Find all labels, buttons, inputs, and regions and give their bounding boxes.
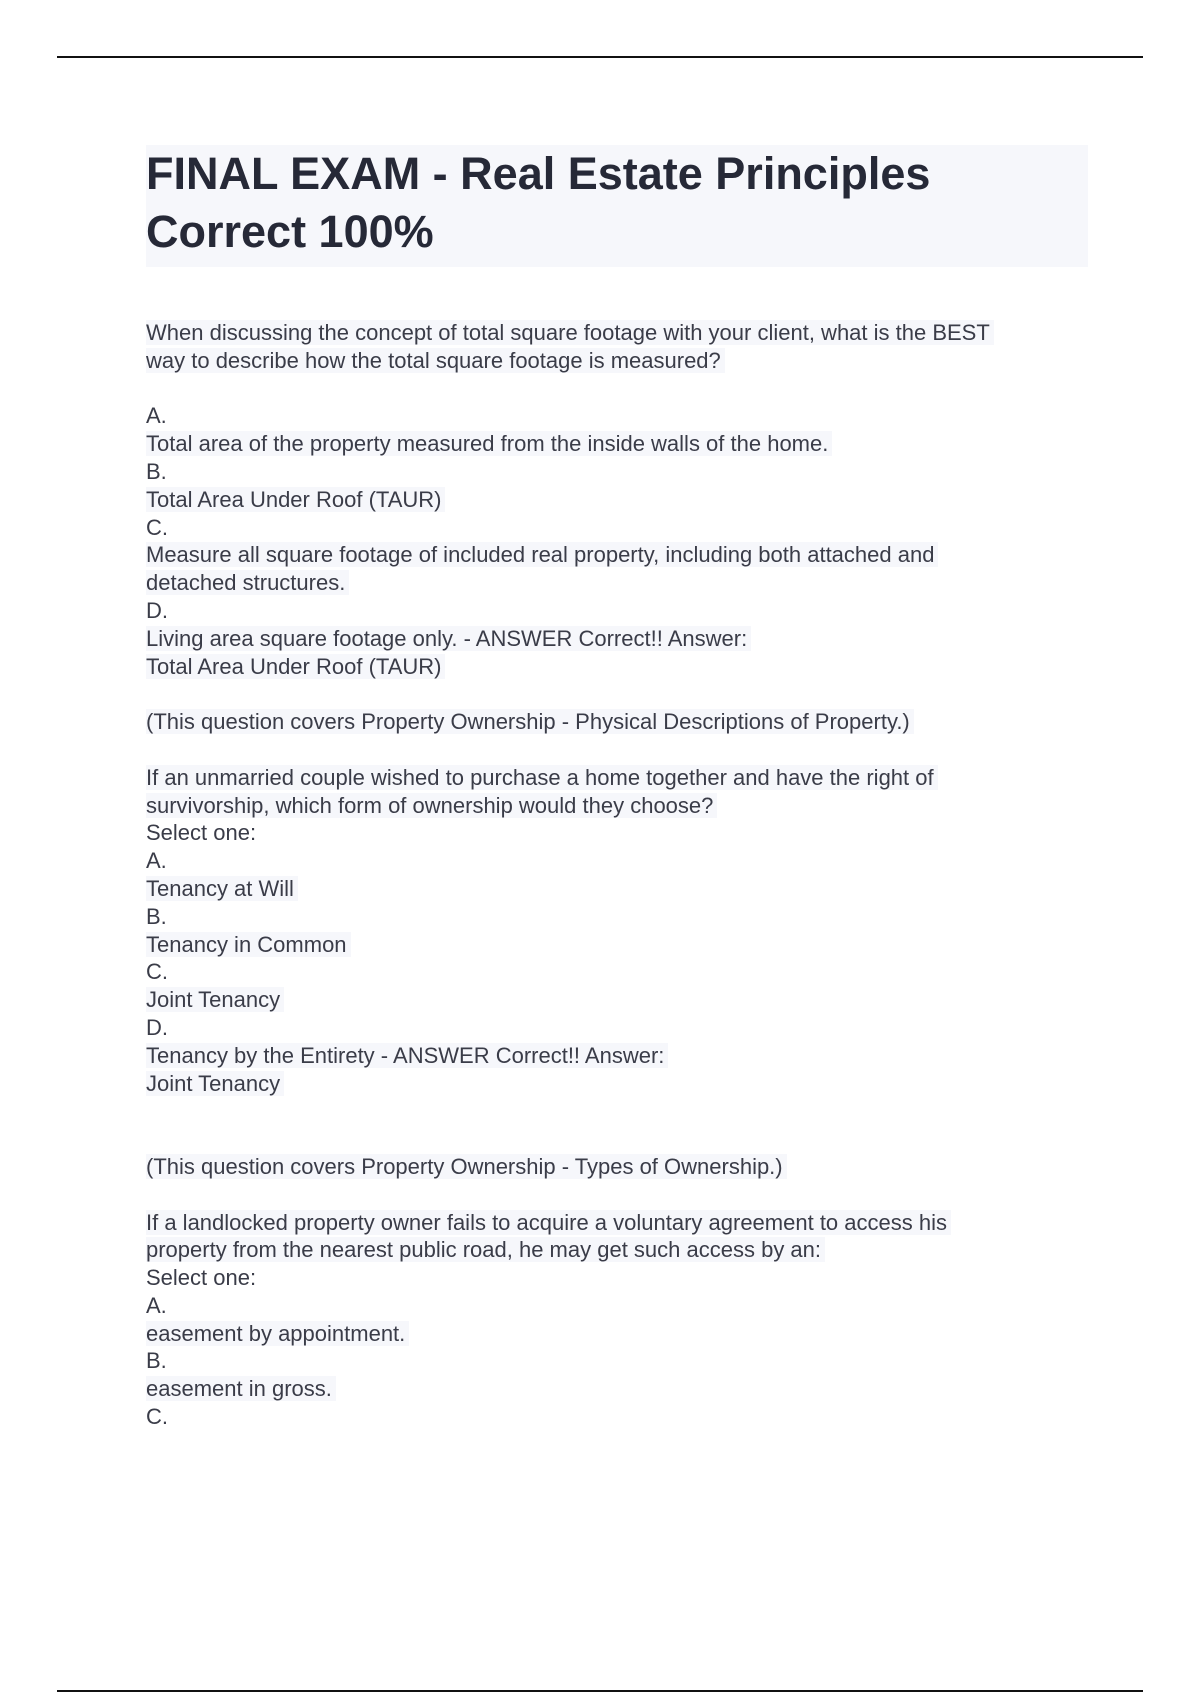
question-1-prompt-line-2: way to describe how the total square footage is measured? (146, 348, 725, 373)
question-1-option-a-letter: A. (146, 403, 167, 429)
question-3-prompt-line-2: property from the nearest public road, he may get such access by an: (146, 1237, 825, 1262)
question-1-option-b-text: Total Area Under Roof (TAUR) (146, 487, 445, 512)
question-3-prompt-line-1: If a landlocked property owner fails to acquire a voluntary agreement to access his (146, 1210, 951, 1235)
document-title (146, 145, 1088, 267)
top-rule (57, 56, 1143, 58)
question-2-prompt-line-1: If an unmarried couple wished to purchase a home together and have the right of (146, 765, 938, 790)
question-3-option-a-letter: A. (146, 1292, 167, 1318)
question-1-answer: Total Area Under Roof (TAUR) (146, 654, 445, 679)
question-2 (146, 764, 1088, 1209)
question-2-option-d-letter: D. (146, 1014, 168, 1040)
question-3 (146, 1209, 1088, 1431)
question-1-option-d-text: Living area square footage only. - ANSWER Correct!! Answer: (146, 626, 751, 651)
question-2-prompt-line-2: survivorship, which form of ownership would they choose? (146, 793, 717, 818)
question-2-option-a-letter: A. (146, 848, 167, 874)
question-2-coverage: (This question covers Property Ownership - Types of Ownership.) (146, 1154, 787, 1179)
question-1-option-c-text-line-2: detached structures. (146, 570, 349, 595)
title-line-1: FINAL EXAM - Real Estate Principles (146, 148, 931, 199)
question-3-select-one: Select one: (146, 1265, 257, 1291)
question-1-prompt-line-1: When discussing the concept of total square footage with your client, what is the BEST (146, 320, 994, 345)
title-line-2: Correct 100% (146, 206, 434, 257)
question-1-option-c-letter: C. (146, 514, 168, 540)
bottom-rule (57, 1690, 1143, 1692)
question-1-option-b-letter: B. (146, 458, 167, 484)
question-2-select-one: Select one: (146, 820, 257, 846)
question-2-option-a-text: Tenancy at Will (146, 876, 298, 901)
question-3-option-b-text: easement in gross. (146, 1376, 336, 1401)
question-2-option-c-letter: C. (146, 959, 168, 985)
question-1-option-d-letter: D. (146, 597, 168, 623)
question-3-option-b-letter: B. (146, 1348, 167, 1374)
question-2-option-d-text: Tenancy by the Entirety - ANSWER Correct!! Answer: (146, 1043, 668, 1068)
question-1-coverage: (This question covers Property Ownership - Physical Descriptions of Property.) (146, 709, 914, 734)
question-2-answer: Joint Tenancy (146, 1071, 284, 1096)
question-1 (146, 319, 1088, 764)
question-3-option-c-letter: C. (146, 1404, 168, 1430)
document-body (146, 145, 1088, 1431)
question-1-option-c-text-line-1: Measure all square footage of included real property, including both attached and (146, 542, 938, 567)
question-2-option-b-text: Tenancy in Common (146, 932, 351, 957)
question-2-option-b-letter: B. (146, 903, 167, 929)
question-3-option-a-text: easement by appointment. (146, 1321, 409, 1346)
question-1-option-a-text: Total area of the property measured from the inside walls of the home. (146, 431, 832, 456)
question-2-option-c-text: Joint Tenancy (146, 987, 284, 1012)
